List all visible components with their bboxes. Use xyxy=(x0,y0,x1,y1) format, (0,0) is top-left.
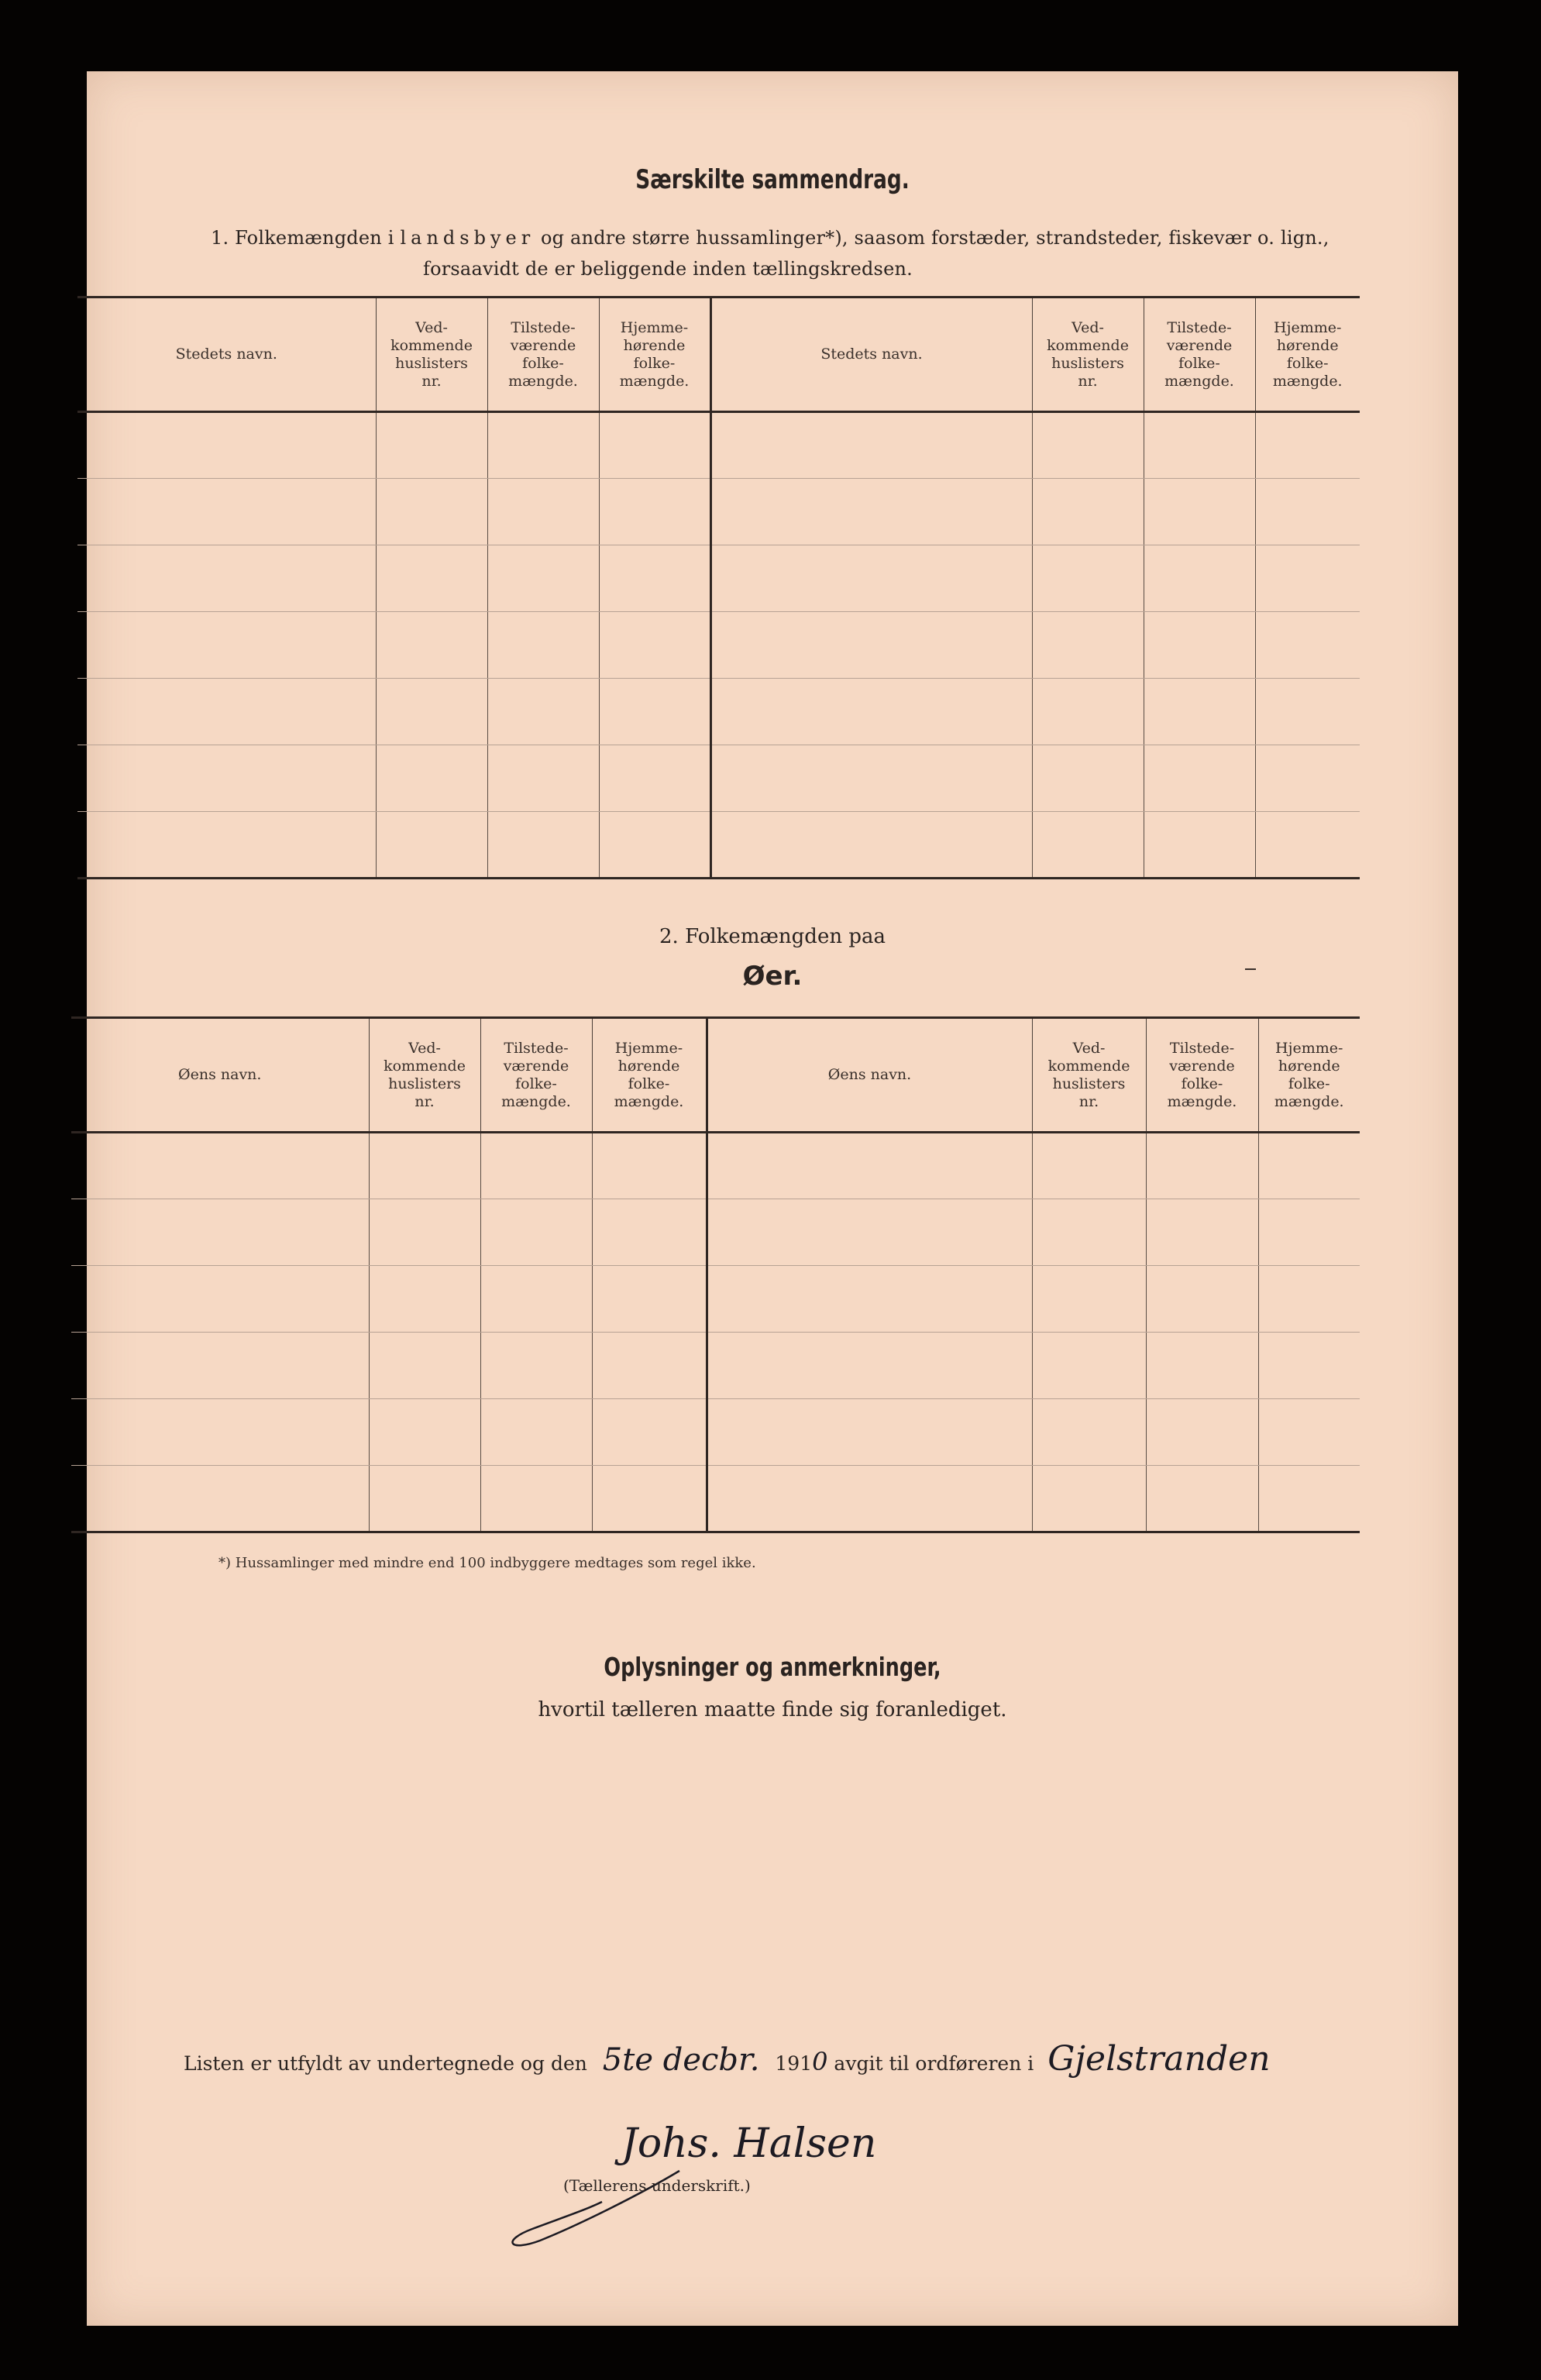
table-row xyxy=(77,412,1360,479)
table-row xyxy=(77,479,1360,545)
table-row xyxy=(77,612,1360,679)
table-cell[interactable] xyxy=(1032,745,1144,812)
table-cell[interactable] xyxy=(71,1266,369,1333)
table-cell[interactable] xyxy=(1258,1133,1360,1199)
table-cell[interactable] xyxy=(707,1466,1032,1532)
document-page xyxy=(87,71,1458,2326)
table-cell[interactable] xyxy=(71,1199,369,1266)
table-cell[interactable] xyxy=(1032,545,1144,612)
table-cell[interactable] xyxy=(710,679,1032,745)
table-cell[interactable] xyxy=(1032,1333,1146,1399)
landsbyer-table xyxy=(77,296,1360,879)
table-cell[interactable] xyxy=(1258,1466,1360,1532)
table-cell[interactable] xyxy=(1032,1133,1146,1199)
table-cell[interactable] xyxy=(376,412,487,479)
col-header-hjemme: Hjemme- hørende folke- mængde. xyxy=(592,1018,707,1133)
table-cell[interactable] xyxy=(1032,1466,1146,1532)
table-cell[interactable] xyxy=(1258,1333,1360,1399)
col-header-hjemme: Hjemme- hørende folke- mængde. xyxy=(599,298,710,412)
table-header-row xyxy=(77,298,1360,412)
table-cell[interactable] xyxy=(369,1333,480,1399)
table-cell[interactable] xyxy=(707,1333,1032,1399)
col-header-name: Stedets navn. xyxy=(175,346,277,363)
table-cell[interactable] xyxy=(599,545,710,612)
table-cell[interactable] xyxy=(1146,1266,1258,1333)
col-header-tilstede: Tilstede- værende folke- mængde. xyxy=(480,1018,592,1133)
table-cell[interactable] xyxy=(376,679,487,745)
section1-line1-suffix: og andre større hussamlinger*), saasom forstæder, strandsteder, fiskevær o. lign., xyxy=(541,227,1329,249)
handwritten-year-digit: 0 xyxy=(812,2047,828,2076)
table-cell[interactable] xyxy=(592,1199,707,1266)
table-cell[interactable] xyxy=(710,545,1032,612)
table-cell[interactable] xyxy=(707,1199,1032,1266)
table-cell[interactable] xyxy=(369,1266,480,1333)
table-cell[interactable] xyxy=(1258,1399,1360,1466)
table-cell[interactable] xyxy=(487,745,599,812)
table-cell[interactable] xyxy=(710,812,1032,879)
table-cell[interactable] xyxy=(592,1266,707,1333)
section1-line1-prefix: 1. Folkemængden i xyxy=(211,227,394,249)
col-header-huslist-right: Ved- kommende huslisters nr. xyxy=(1032,298,1144,412)
table-cell[interactable] xyxy=(77,612,376,679)
table-cell[interactable] xyxy=(77,479,376,545)
col-header-hjemme-right: Hjemme- hørende folke- mængde. xyxy=(1258,1018,1360,1133)
table-cell[interactable] xyxy=(1255,545,1360,612)
table-row xyxy=(77,812,1360,879)
table-cell[interactable] xyxy=(71,1399,369,1466)
section1-line2: forsaavidt de er beliggende inden tællingskredsen. xyxy=(423,258,913,280)
col-header-huslist: Ved- kommende huslisters nr. xyxy=(376,298,487,412)
table-cell[interactable] xyxy=(710,412,1032,479)
table-row xyxy=(71,1399,1360,1466)
table-row xyxy=(77,679,1360,745)
table-cell[interactable] xyxy=(599,812,710,879)
table-cell[interactable] xyxy=(480,1133,592,1199)
stray-mark xyxy=(1245,968,1256,970)
table-row xyxy=(71,1133,1360,1199)
table-cell[interactable] xyxy=(369,1399,480,1466)
table1-body xyxy=(77,412,1360,879)
remarks-title: Oplysninger og anmerkninger, xyxy=(604,1652,941,1682)
page-title: Særskilte sammendrag. xyxy=(635,164,910,195)
table-cell[interactable] xyxy=(487,412,599,479)
table-cell[interactable] xyxy=(480,1199,592,1266)
table-cell[interactable] xyxy=(1032,412,1144,479)
table-cell[interactable] xyxy=(707,1133,1032,1199)
table-cell[interactable] xyxy=(1255,612,1360,679)
table-cell[interactable] xyxy=(487,479,599,545)
col-header-name-right: Stedets navn. xyxy=(710,298,1032,412)
table-cell[interactable] xyxy=(1144,479,1255,545)
table-cell[interactable] xyxy=(480,1399,592,1466)
table-cell[interactable] xyxy=(1032,812,1144,879)
table-cell[interactable] xyxy=(376,612,487,679)
col-header-tilstede-right: Tilstede- værende folke- mængde. xyxy=(1144,298,1255,412)
table-row xyxy=(71,1333,1360,1399)
handwritten-date: 5te decbr. xyxy=(602,2042,760,2078)
statement-part3: avgit til ordføreren i xyxy=(834,2052,1034,2075)
table-cell[interactable] xyxy=(599,679,710,745)
table-cell[interactable] xyxy=(710,479,1032,545)
table-cell[interactable] xyxy=(1146,1466,1258,1532)
table-cell[interactable] xyxy=(1146,1333,1258,1399)
table-cell[interactable] xyxy=(1258,1266,1360,1333)
table-cell[interactable] xyxy=(1032,679,1144,745)
table-cell[interactable] xyxy=(1146,1133,1258,1199)
signature-statement xyxy=(184,2039,1271,2079)
table-cell[interactable] xyxy=(1144,812,1255,879)
table-cell[interactable] xyxy=(1258,1199,1360,1266)
table-cell[interactable] xyxy=(599,745,710,812)
table-cell[interactable] xyxy=(599,412,710,479)
table-row xyxy=(71,1266,1360,1333)
table-cell[interactable] xyxy=(599,612,710,679)
table-row xyxy=(77,545,1360,612)
table-cell[interactable] xyxy=(487,812,599,879)
col-header-tilstede-right: Tilstede- værende folke- mængde. xyxy=(1146,1018,1258,1133)
table-cell[interactable] xyxy=(77,745,376,812)
table-cell[interactable] xyxy=(710,745,1032,812)
table-cell[interactable] xyxy=(77,812,376,879)
table-cell[interactable] xyxy=(480,1266,592,1333)
table-header-row xyxy=(71,1018,1360,1133)
table-cell[interactable] xyxy=(1144,545,1255,612)
col-header-hjemme-right: Hjemme- hørende folke- mængde. xyxy=(1255,298,1360,412)
handwritten-place: Gjelstranden xyxy=(1047,2039,1271,2079)
table-cell[interactable] xyxy=(1146,1199,1258,1266)
table-cell[interactable] xyxy=(487,612,599,679)
table-cell[interactable] xyxy=(710,612,1032,679)
table-cell[interactable] xyxy=(599,479,710,545)
table-cell[interactable] xyxy=(1032,479,1144,545)
table-cell[interactable] xyxy=(592,1133,707,1199)
table-cell[interactable] xyxy=(1255,412,1360,479)
table-cell[interactable] xyxy=(77,412,376,479)
section1-intro xyxy=(211,222,1466,284)
table-cell[interactable] xyxy=(71,1133,369,1199)
table-cell[interactable] xyxy=(707,1266,1032,1333)
table-row xyxy=(71,1466,1360,1532)
table-row xyxy=(77,745,1360,812)
table-cell[interactable] xyxy=(71,1466,369,1532)
table-cell[interactable] xyxy=(376,745,487,812)
table-row xyxy=(71,1199,1360,1266)
table-cell[interactable] xyxy=(1032,1399,1146,1466)
table-cell[interactable] xyxy=(1032,1199,1146,1266)
col-header-name: Øens navn. xyxy=(178,1066,262,1083)
col-header-tilstede: Tilstede- værende folke- mængde. xyxy=(487,298,599,412)
table-cell[interactable] xyxy=(376,545,487,612)
table-cell[interactable] xyxy=(1255,745,1360,812)
col-header-name-right: Øens navn. xyxy=(707,1018,1032,1133)
table-cell[interactable] xyxy=(1032,1266,1146,1333)
table-cell[interactable] xyxy=(376,812,487,879)
table-cell[interactable] xyxy=(77,545,376,612)
table-cell[interactable] xyxy=(1146,1399,1258,1466)
table-cell[interactable] xyxy=(707,1399,1032,1466)
table-cell[interactable] xyxy=(71,1333,369,1399)
section2-subheading: Øer. xyxy=(742,961,803,992)
footnote: *) Hussamlinger med mindre end 100 indbyggere medtages som regel ikke. xyxy=(218,1555,756,1571)
table-cell[interactable] xyxy=(1255,812,1360,879)
col-header-huslist: Ved- kommende huslisters nr. xyxy=(369,1018,480,1133)
table-cell[interactable] xyxy=(480,1466,592,1532)
table-cell[interactable] xyxy=(369,1466,480,1532)
section2-heading: 2. Folkemængden paa xyxy=(659,925,886,948)
table-cell[interactable] xyxy=(376,479,487,545)
table-cell[interactable] xyxy=(480,1333,592,1399)
table-cell[interactable] xyxy=(1144,612,1255,679)
table-cell[interactable] xyxy=(369,1199,480,1266)
statement-part1: Listen er utfyldt av undertegnede og den xyxy=(184,2052,587,2075)
table2-body xyxy=(71,1133,1360,1532)
remarks-subtitle: hvortil tælleren maatte finde sig foranlediget. xyxy=(538,1698,1007,1721)
table-cell[interactable] xyxy=(369,1133,480,1199)
section1-line1-spaced: landsbyer xyxy=(400,227,535,249)
table-cell[interactable] xyxy=(1255,679,1360,745)
table-cell[interactable] xyxy=(487,545,599,612)
table-cell[interactable] xyxy=(487,679,599,745)
table-cell[interactable] xyxy=(1255,479,1360,545)
table-cell[interactable] xyxy=(1144,679,1255,745)
table-cell[interactable] xyxy=(1144,412,1255,479)
table-cell[interactable] xyxy=(592,1399,707,1466)
table-cell[interactable] xyxy=(77,679,376,745)
table-cell[interactable] xyxy=(1032,612,1144,679)
table-cell[interactable] xyxy=(592,1466,707,1532)
statement-year-prefix: 191 xyxy=(775,2052,813,2075)
table-cell[interactable] xyxy=(592,1333,707,1399)
oer-table xyxy=(71,1016,1360,1533)
handwritten-signature: Johs. Halsen xyxy=(621,2120,877,2167)
col-header-huslist-right: Ved- kommende huslisters nr. xyxy=(1032,1018,1146,1133)
signature-caption: (Tællerens underskrift.) xyxy=(563,2176,751,2195)
table-cell[interactable] xyxy=(1144,745,1255,812)
